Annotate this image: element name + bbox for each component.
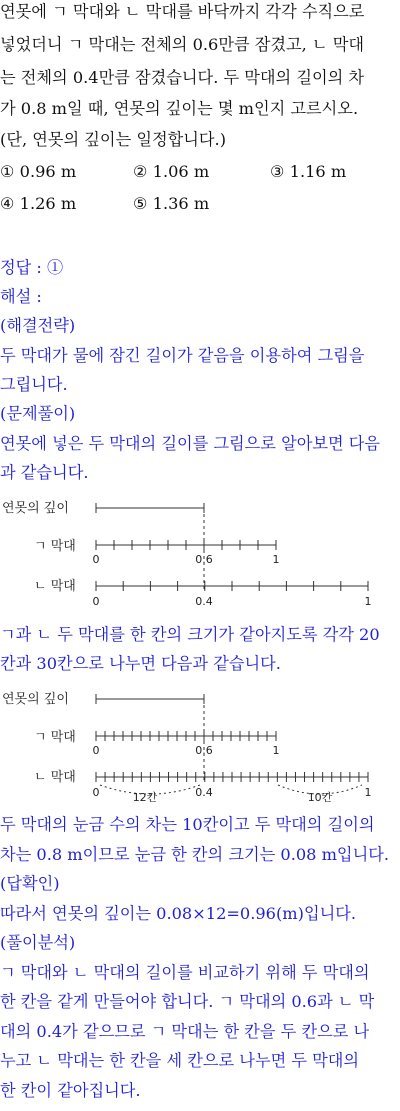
strategy-line-2: 그립니다. (0, 375, 68, 394)
bar-b-mark: 0.4 (195, 595, 213, 608)
bar-b-zero: 0 (92, 786, 100, 799)
bar-b-label: ㄴ 막대 (34, 579, 76, 594)
option-2[interactable]: ② 1.06 m (133, 162, 210, 181)
analysis-label: (풀이분석) (0, 933, 76, 952)
problem-line-3: 는 전체의 0.4만큼 잠겼습니다. 두 막대의 길이의 차 (0, 68, 365, 87)
option-4[interactable]: ④ 1.26 m (0, 194, 77, 213)
analysis-line-1: ㄱ 막대와 ㄴ 막대의 길이를 비교하기 위해 두 막대의 (0, 963, 370, 982)
bar-a-mark: 0.6 (195, 744, 213, 757)
depth-label: 연못의 깊이 (2, 501, 69, 516)
bar-b-mark: 0.4 (195, 786, 213, 799)
solving-label: (문제풀이) (0, 404, 76, 423)
problem-line-1: 연못에 ㄱ 막대와 ㄴ 막대를 바닥까지 각각 수직으로 (0, 2, 365, 21)
after-line-2: 차는 0.8 m이므로 눈금 한 칸의 크기는 0.08 m입니다. (0, 845, 389, 864)
check-line: 따라서 연못의 깊이는 0.08×12=0.96(m)입니다. (0, 904, 357, 923)
option-5[interactable]: ⑤ 1.36 m (133, 194, 210, 213)
problem-line-5: (단, 연못의 깊이는 일정합니다.) (0, 130, 227, 149)
bar-a-one: 1 (272, 744, 280, 757)
bar-b-zero: 0 (92, 595, 100, 608)
after-line-1: 두 막대의 눈금 수의 차는 10칸이고 두 막대의 길이의 (0, 815, 375, 834)
bar-diagram-1 (0, 490, 400, 615)
bar-b-one: 1 (364, 595, 372, 608)
bar-diagram-2 (0, 681, 400, 811)
bar-a-one: 1 (272, 553, 280, 566)
option-3[interactable]: ③ 1.16 m (270, 162, 347, 181)
bar-a-label: ㄱ 막대 (34, 730, 76, 745)
bar-b-one: 1 (364, 786, 372, 799)
span-10-label: 10칸 (307, 791, 333, 804)
bar-a-zero: 0 (92, 553, 100, 566)
depth-label: 연못의 깊이 (2, 692, 69, 707)
solving-line-2: 과 같습니다. (0, 463, 89, 482)
check-label: (답확인) (0, 874, 60, 893)
middle-line-1: ㄱ과 ㄴ 두 막대를 한 칸의 크기가 같아지도록 각각 20 (0, 625, 380, 644)
analysis-line-4: 누고 ㄴ 막대는 한 칸을 세 칸으로 나누면 두 막대의 (0, 1051, 360, 1070)
option-1[interactable]: ① 0.96 m (0, 162, 77, 181)
answer-line: 정답 : ① (0, 258, 64, 277)
bar-a-label: ㄱ 막대 (34, 539, 76, 554)
analysis-line-2: 한 칸을 같게 만들어야 합니다. ㄱ 막대의 0.6과 ㄴ 막 (0, 992, 375, 1011)
problem-line-2: 넣었더니 ㄱ 막대는 전체의 0.6만큼 잠겼고, ㄴ 막대 (0, 35, 365, 54)
solving-line-1: 연못에 넣은 두 막대의 길이를 그림으로 알아보면 다음 (0, 434, 381, 453)
span-12-label: 12칸 (132, 791, 158, 804)
bar-a-mark: 0.6 (195, 553, 213, 566)
bar-a-zero: 0 (92, 744, 100, 757)
middle-line-2: 칸과 30칸으로 나누면 다음과 같습니다. (0, 654, 281, 673)
strategy-line-1: 두 막대가 물에 잠긴 길이가 같음을 이용하여 그림을 (0, 346, 365, 365)
analysis-line-3: 대의 0.4가 같으므로 ㄱ 막대는 한 칸을 두 칸으로 나 (0, 1022, 370, 1041)
strategy-label: (해결전략) (0, 316, 76, 335)
problem-line-4: 가 0.8 m일 때, 연못의 깊이는 몇 m인지 고르시오. (0, 99, 359, 118)
bar-b-label: ㄴ 막대 (34, 770, 76, 785)
explanation-label: 해설 : (0, 287, 42, 306)
analysis-line-5: 한 칸이 같아집니다. (0, 1081, 141, 1100)
